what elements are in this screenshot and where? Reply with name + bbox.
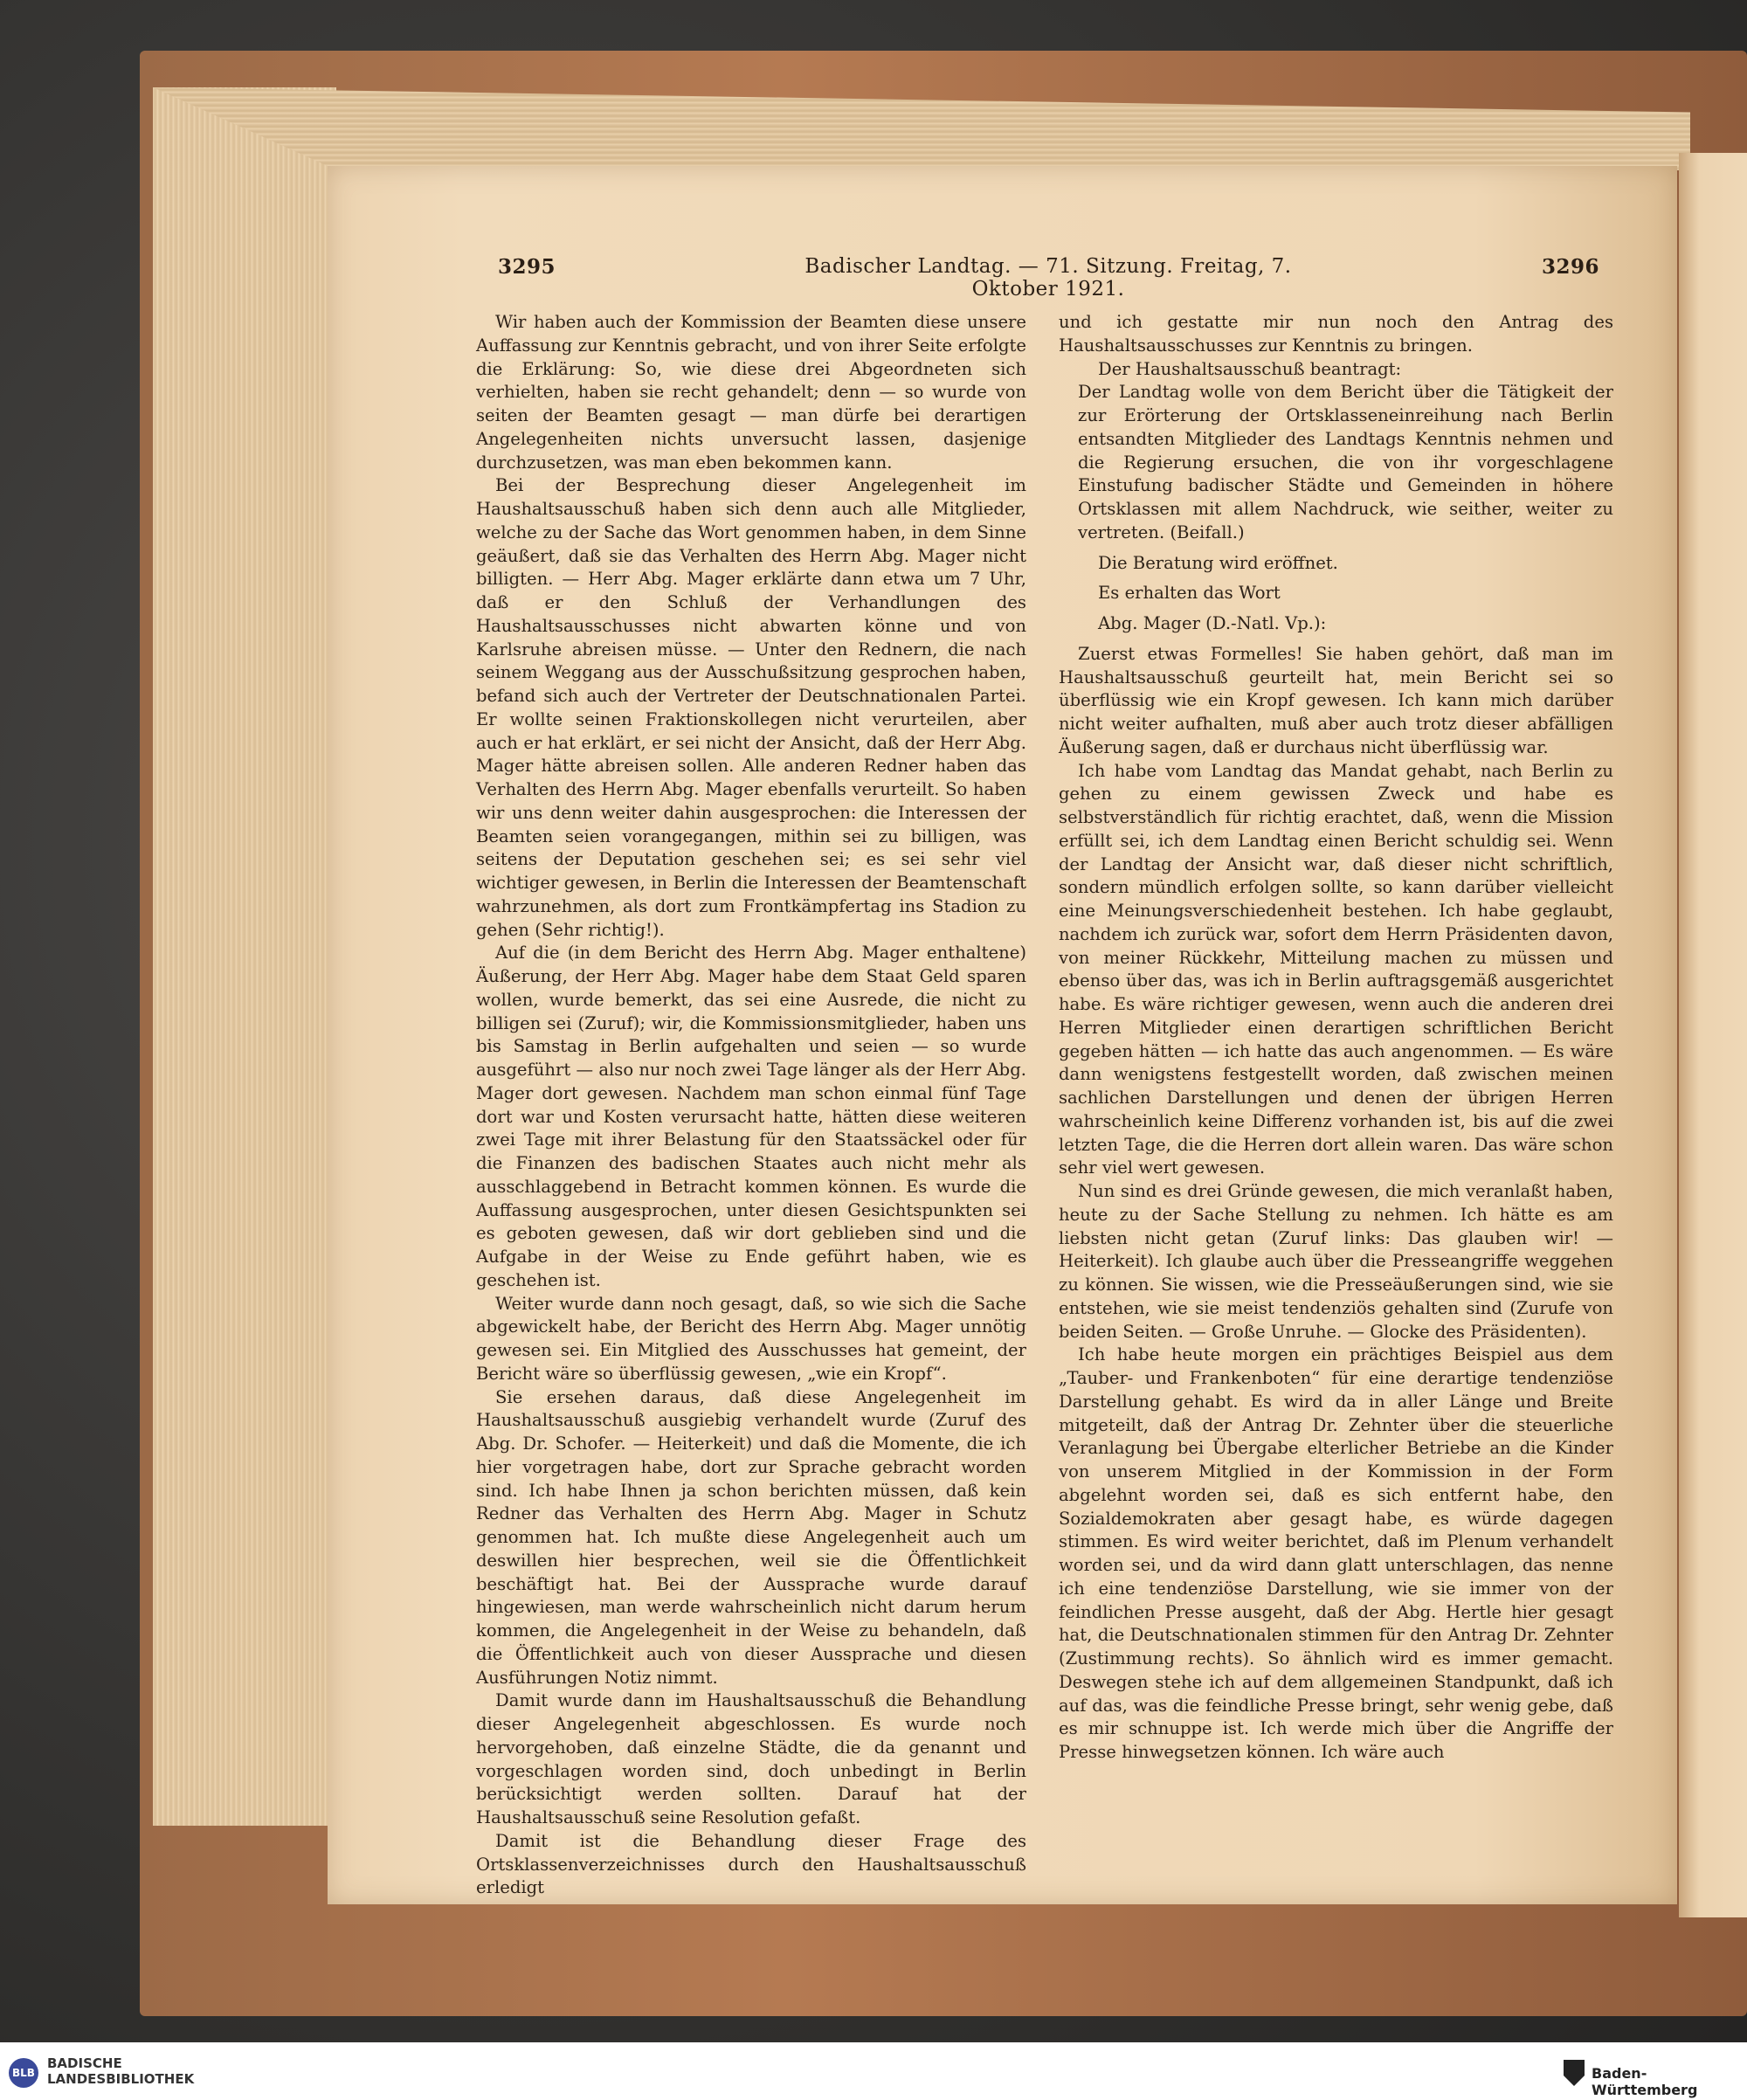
motion-heading: Der Haushaltsausschuß beantragt: [1098, 358, 1402, 379]
library-name-line1: BADISCHE [47, 2055, 122, 2071]
paragraph: Nun sind es drei Gründe gewesen, die mich veranlaßt haben, heute zu der Sache Stellung zu nehmen. Ich hätte es am liebsten nicht getan (Zuruf links: Das glauben wir! — Heiterkeit). Ich glaube auch über die Presseangriffe weggehen zu können. Sie wissen, wie die Presseäußerungen sind, wie sie entstehen, wie sie meist tendenziös gehalten sind (Zurufe von beiden Seiten. — Große Unruhe. — Glocke des Präsidenten). [1059, 1181, 1613, 1342]
paragraph: Ich habe heute morgen ein prächtiges Beispiel aus dem „Tauber- und Frankenboten“ für eine derartige tendenziöse Darstellung gehabt. Es wird da in aller Länge und Breite mitgeteilt, daß der Antrag Dr. Zehnter über die steuerliche Veranlagung bei Übergabe elterlicher Betriebe an die Kinder von unserem Mitglied in der Kommission in der Form abgelehnt worden sei, daß es sich entfernt habe, den Sozialdemokraten aber gesagt habe, es würde dagegen stimmen. Es wird weiter berichtet, daß im Plenum verhandelt worden sei, und da wird dann glatt unterschlagen, das nenne ich eine tendenziöse Darstellung, wie sie immer von der feindlichen Presse ausgeht, daß der Abg. Hertle hier gesagt hat, die Deutschnationalen stimmen für den Antrag Dr. Zehnter (Zustimmung rechts). So ähnlich wird es immer gemacht. Deswegen stehe ich auf dem allgemeinen Standpunkt, daß ich auf das, was die feindliche Presse bringt, sehr wenig gebe, daß es mir schnuppe ist. Ich werde mich über die Angriffe der Presse hinwegsetzen können. Ich wäre auch [1059, 1344, 1613, 1762]
paragraph: Weiter wurde dann noch gesagt, daß, so wie sich die Sache abgewickelt habe, der Bericht des Herrn Abg. Mager unnötig gewesen sei. Ein Mitglied des Ausschusses hat gemeint, der Bericht wäre so überflüssig gewesen, „wie ein Kropf“. [476, 1293, 1026, 1384]
paragraph: Ich habe vom Landtag das Mandat gehabt, nach Berlin zu gehen zu einem gewissen Zweck und habe es selbstverständlich für richtig erachtet, daß, wenn die Mission erfüllt sei, ich dem Landtag einen Bericht schuldig sei. Wenn der Landtag der Ansicht war, daß dieser nicht schriftlich, sondern mündlich erfolgen sollte, so kann darüber vielleicht eine Meinungsverschiedenheit bestehen. Ich habe geglaubt, nachdem ich zurück war, sofort dem Herrn Präsidenten davon, von meiner Rückkehr, Mitteilung machen zu müssen und ebenso über das, was ich in Berlin auftragsgemäß ausgerichtet habe. Es wäre richtiger gewesen, wenn auch die anderen drei Herren Mitglieder einen derartigen schriftlichen Bericht gegeben hätten — ich hatte das auch angenommen. — Es wäre dann wenigstens festgestellt worden, daß zwischen meinen sachlichen Darstellungen und denen der übrigen Herren wahrscheinlich keine Differenz vorhanden ist, bis auf die zwei letzten Tage, die die Herren dort allein waren. Das wäre schon sehr viel wert gewesen. [1059, 760, 1613, 1178]
paragraph: Auf die (in dem Bericht des Herrn Abg. Mager enthaltene) Äußerung, der Herr Abg. Mager habe dem Staat Geld sparen wollen, wurde bemerkt, das sei eine Ausrede, die nicht zu billigen sei (Zuruf); wir, die Kommissionsmitglieder, haben uns bis Samstag in Berlin aufgehalten und seien — so wurde ausgeführt — also nur noch zwei Tage länger als der Herr Abg. Mager dort gewesen. Nachdem man schon einmal fünf Tage dort war und Kosten verursacht hatte, hätten diese weiteren zwei Tage mit ihrer Belastung für den Staatssäckel oder für die Finanzen des badischen Staates auch nicht mehr als ausschlaggebend in Betracht kommen können. Es wurde die Auffassung ausgesprochen, unter diesen Gesichtspunkten sei es geboten gewesen, daß wir dort geblieben sind und die Aufgabe in der Weise zu Ende geführt haben, wie es geschehen ist. [476, 943, 1026, 1290]
floor-given: Es erhalten das Wort [1098, 583, 1281, 604]
paragraph: Sie ersehen daraus, daß diese Angelegenheit im Haushaltsausschuß ausgiebig verhandelt wurde (Zuruf des Abg. Dr. Schofer. — Heiterkeit) und daß die Momente, die ich hier vorgetragen habe, dort zur Sprache gebracht worden sind. Ich habe Ihnen ja schon berichten müssen, daß kein Redner das Verhalten des Herrn Abg. Mager in Schutz genommen hat. Ich mußte diese Angelegenheit auch um deswillen hier besprechen, weil sie die Öffentlichkeit beschäftigt hat. Bei der Aussprache wurde darauf hingewiesen, man werde wahrscheinlich nicht darum herum kommen, die Angelegenheit in der Weise zu behandeln, daß die Öffentlichkeit auch von dieser Aussprache und diesen Ausführungen Notiz nimmt. [476, 1386, 1026, 1688]
debate-opened: Die Beratung wird eröffnet. [1098, 552, 1338, 573]
blb-logo-icon: BLB [9, 2058, 38, 2088]
footer-bar [0, 2042, 1747, 2100]
page-number-left: 3295 [498, 255, 556, 279]
library-name [47, 2055, 194, 2087]
right-text-column [1059, 311, 1613, 1765]
library-name-line2: LANDESBIBLIOTHEK [47, 2071, 195, 2087]
paragraph: Bei der Besprechung dieser Angelegenheit im Haushaltsausschuß haben sich denn auch alle Mitglieder, welche zu der Sache das Wort genommen haben, in dem Sinne geäußert, daß sie das Verhalten des Herrn Abg. Mager nicht billigten. — Herr Abg. Mager erklärte dann etwa um 7 Uhr, daß er den Schluß der Verhandlungen des Haushaltsausschusses nicht abwarten könne und von Karlsruhe abreisen müsse. — Unter den Rednern, die nach seinem Weggang aus der Ausschußsitzung gesprochen haben, befand sich auch der Vertreter der Deutschnationalen Partei. Er wollte seinen Fraktionskollegen nicht verurteilen, aber auch er hat erklärt, er sei nicht der Ansicht, daß der Herr Abg. Mager hätte abreisen sollen. Alle anderen Redner haben das Verhalten des Herrn Abg. Mager ebenfalls verurteilt. So haben wir uns denn weiter dahin ausgesprochen: die Interessen der Beamten seien vorangegangen, mithin sei zu billigen, was seitens der Deputation geschehen sei; es sei sehr viel wichtiger gewesen, in Berlin die Interessen der Beamtenschaft wahrzunehmen, als dort zum Frontkämpfertag ins Stadion zu gehen (Sehr richtig!). [476, 475, 1026, 940]
page-number-right: 3296 [1542, 255, 1600, 279]
next-page-sliver [1679, 153, 1747, 1917]
paragraph: Damit wurde dann im Haushaltsausschuß die Behandlung dieser Angelegenheit abgeschlossen. Es wurde noch hervorgehoben, daß einzelne Städte, die da genannt und vorgeschlagen worden sind, doch unbedingt in Berlin berücksichtigt werden sollten. Darauf hat der Haushaltsausschuß seine Resolution gefaßt. [476, 1690, 1026, 1827]
page-block-edge [153, 87, 336, 1826]
running-title: Badischer Landtag. — 71. Sitzung. Freitag, 7. Oktober 1921. [804, 255, 1292, 300]
paragraph: und ich gestatte mir nun noch den Antrag des Haushaltsausschusses zur Kenntnis zu bringen. [1059, 312, 1613, 356]
paragraph: Zuerst etwas Formelles! Sie haben gehört, daß man im Haushaltsausschuß geurteilt hat, mein Bericht sei so überflüssig wie ein Kropf gewesen. Ich kann mich darüber nicht weiter aufhalten, muß aber auch trotz dieser abfälligen Äußerung sagen, daß er durchaus nicht überflüssig war. [1059, 643, 1613, 757]
left-text-column [476, 311, 1026, 1900]
motion-text: Der Landtag wolle von dem Bericht über die Tätigkeit der zur Erörterung der Ortsklasseneinreihung nach Berlin entsandten Mitglieder des Landtags Kenntnis nehmen und die Regierung ersuchen, die von ihr vorgeschlagene Einstufung badischer Städte und Gemeinden in höhere Ortsklassen mit allem Nachdruck, wie seither, weiter zu vertreten. (Beifall.) [1078, 382, 1613, 542]
paragraph: Damit ist die Behandlung dieser Frage des Ortsklassenverzeichnisses durch den Haushaltsausschuß erledigt [476, 1830, 1026, 1898]
paragraph: Wir haben auch der Kommission der Beamten diese unsere Auffassung zur Kenntnis gebracht, und von ihrer Seite erfolgte die Erklärung: So, wie diese drei Abgeordneten sich verhielten, haben sie recht gehandelt; denn — so wurde von seiten der Beamten gesagt — man dürfe bei derartigen Angelegenheiten nichts unversucht lassen, dasjenige durchzusetzen, was man eben bekommen kann. [476, 312, 1026, 473]
speaker-heading: Abg. Mager (D.-Natl. Vp.): [1098, 613, 1327, 633]
state-name: Baden-Württemberg [1592, 2065, 1698, 2098]
